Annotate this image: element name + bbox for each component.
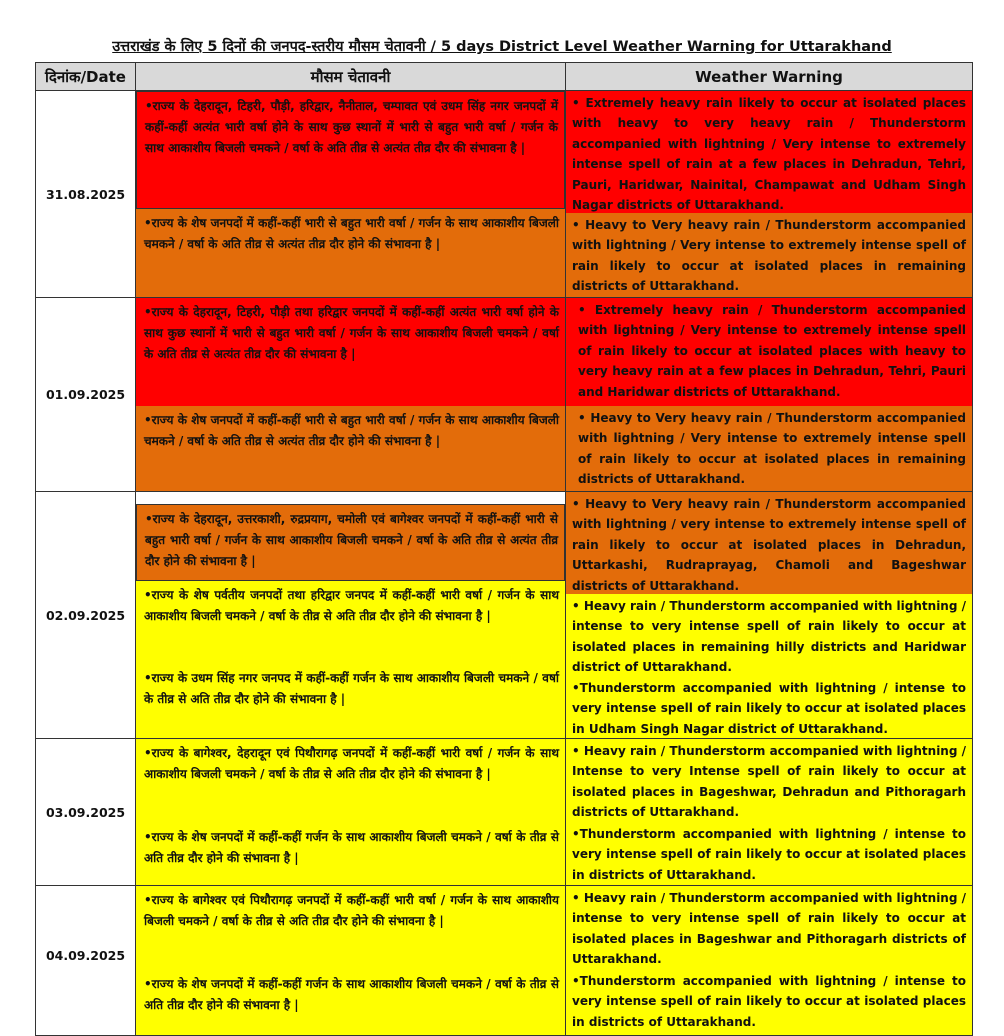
warning-block-red: •राज्य के देहरादून, टिहरी, पौड़ी तथा हरिद्वार जनपदों में कहीं-कहीं अत्यंत भारी वर्षा होने के साथ कुछ स्थानों में भारी से बहुत भारी वर्षा / गर्जन के साथ आकाशीय बिजली चमकने / वर्षा के अति तीव्र से अत्यंत तीव्र दौर की संभावना है | [136,298,565,406]
warning-block-yellow: • Heavy rain / Thunderstorm accompanied with lightning / intense to very intense spell of rain likely to occur at isolated places in Bageshwar and Pithoragarh districts of Uttarakhand. [566,886,972,969]
date-cell: 01.09.2025 [36,298,136,492]
english-warning-cell [566,739,973,886]
table-row [36,91,973,298]
warning-block-red: •राज्य के देहरादून, टिहरी, पौड़ी, हरिद्वार, नैनीताल, चम्पावत एवं उधम सिंह नगर जनपदों में कहीं-कहीं अत्यंत भारी वर्षा होने के साथ कुछ स्थानों में भारी से बहुत भारी वर्षा / गर्जन के साथ आकाशीय बिजली चमकने / वर्षा के अति तीव्र से अत्यंत तीव्र दौर की संभावना है | [136,91,565,209]
page-title: उत्तराखंड के लिए 5 दिनों की जनपद-स्तरीय मौसम चेतावनी / 5 days District Level Weather Warning for Uttarakhand [112,39,892,55]
warning-block-orange: • Heavy to Very heavy rain / Thunderstorm accompanied with lightning / Very intense to extremely intense spell of rain likely to occur at isolated places in remaining districts of Uttarakhand. [566,213,972,297]
warning-block-yellow: •राज्य के उधम सिंह नगर जनपद में कहीं-कहीं गर्जन के साथ आकाशीय बिजली चमकने / वर्षा के तीव्र से अति तीव्र दौर होने की संभावना है | [136,664,565,738]
warning-block-yellow: •राज्य के बागेश्वर, देहरादून एवं पिथौरागढ़ जनपदों में कहीं-कहीं भारी वर्षा / गर्जन के साथ आकाशीय बिजली चमकने / वर्षा के तीव्र से अति तीव्र दौर होने की संभावना है | [136,739,565,823]
table-row [36,886,973,1036]
hindi-warning-cell [136,91,566,298]
hindi-warning-cell [136,298,566,492]
header-english-warning: Weather Warning [566,63,973,91]
table-row [36,298,973,492]
warning-block-yellow: •Thunderstorm accompanied with lightning / intense to very intense spell of rain likely to occur at isolated places in districts of Uttarakhand. [566,969,972,1032]
date-cell: 31.08.2025 [36,91,136,298]
date-cell: 04.09.2025 [36,886,136,1036]
header-hindi-warning: मौसम चेतावनी [136,63,566,91]
table-row [36,492,973,739]
english-warning-cell [566,492,973,739]
date-cell: 02.09.2025 [36,492,136,739]
table-row [36,739,973,886]
warning-block-red: • Extremely heavy rain / Thunderstorm accompanied with lightning / Very intense to extremely intense spell of rain likely to occur at isolated places with heavy to very heavy rain at a few places in Dehradun, Tehri, Pauri and Haridwar districts of Uttarakhand. [566,298,972,406]
warning-block-yellow: •राज्य के शेष जनपदों में कहीं-कहीं गर्जन के साथ आकाशीय बिजली चमकने / वर्षा के तीव्र से अति तीव्र दौर होने की संभावना है | [136,823,565,885]
warning-block-yellow: •राज्य के शेष जनपदों में कहीं-कहीं गर्जन के साथ आकाशीय बिजली चमकने / वर्षा के तीव्र से अति तीव्र दौर होने की संभावना है | [136,970,565,1032]
header-date: दिनांक/Date [36,63,136,91]
warning-table [35,62,973,1036]
warning-block-orange: • Heavy to Very heavy rain / Thunderstorm accompanied with lightning / Very intense to extremely intense spell of rain likely to occur at isolated places in remaining districts of Uttarakhand. [566,406,972,491]
warning-block-orange: •राज्य के शेष जनपदों में कहीं-कहीं भारी से बहुत भारी वर्षा / गर्जन के साथ आकाशीय बिजली चमकने / वर्षा के अति तीव्र से अत्यंत तीव्र दौर होने की संभावना है | [136,406,565,491]
warning-block-yellow: •राज्य के शेष पर्वतीय जनपदों तथा हरिद्वार जनपद में कहीं-कहीं भारी वर्षा / गर्जन के साथ आकाशीय बिजली चमकने / वर्षा के तीव्र से अति तीव्र दौर होने की संभावना है | [136,581,565,664]
warning-block-yellow: •राज्य के बागेश्वर एवं पिथौरागढ़ जनपदों में कहीं-कहीं भारी वर्षा / गर्जन के साथ आकाशीय बिजली चमकने / वर्षा के तीव्र से अति तीव्र दौर होने की संभावना है | [136,886,565,970]
warning-block-red: • Extremely heavy rain likely to occur at isolated places with heavy to very heavy rain / Thunderstorm accompanied with lightning / Very intense to extremely intense spell of rain at a few places in Dehradun, Tehri, Pauri, Haridwar, Nainital, Champawat and Udham Singh Nagar districts of Uttarakhand. [566,91,972,213]
english-warning-cell [566,91,973,298]
hindi-warning-cell [136,886,566,1036]
warning-block-yellow: •Thunderstorm accompanied with lightning / intense to very intense spell of rain likely to occur at isolated places in Udham Singh Nagar district of Uttarakhand. [566,676,972,738]
spacer [136,492,565,504]
table-header-row [36,63,973,91]
english-warning-cell [566,886,973,1036]
warning-block-yellow: • Heavy rain / Thunderstorm accompanied with lightning / Intense to very Intense spell of rain likely to occur at isolated places in Bageshwar, Dehradun and Pithoragarh districts of Uttarakhand. [566,739,972,822]
warning-block-yellow: •Thunderstorm accompanied with lightning / intense to very intense spell of rain likely to occur at isolated places in districts of Uttarakhand. [566,822,972,885]
date-cell: 03.09.2025 [36,739,136,886]
warning-block-orange: •राज्य के देहरादून, उत्तरकाशी, रुद्रप्रयाग, चमोली एवं बागेश्वर जनपदों में कहीं-कहीं भारी से बहुत भारी वर्षा / गर्जन के साथ आकाशीय बिजली चमकने / वर्षा के अति तीव्र से अत्यंत तीव्र दौर होने की संभावना है | [136,504,565,581]
hindi-warning-cell [136,492,566,739]
warning-block-yellow: • Heavy rain / Thunderstorm accompanied with lightning / intense to very intense spell of rain likely to occur at isolated places in remaining hilly districts and Haridwar district of Uttarakhand. [566,594,972,676]
warning-block-orange: • Heavy to Very heavy rain / Thunderstorm accompanied with lightning / very intense to extremely intense spell of rain likely to occur at isolated places in Dehradun, Uttarkashi, Rudraprayag, Chamoli and Bageshwar districts of Uttarakhand. [566,492,972,594]
warning-block-orange: •राज्य के शेष जनपदों में कहीं-कहीं भारी से बहुत भारी वर्षा / गर्जन के साथ आकाशीय बिजली चमकने / वर्षा के अति तीव्र से अत्यंत तीव्र दौर होने की संभावना है | [136,209,565,297]
english-warning-cell [566,298,973,492]
hindi-warning-cell [136,739,566,886]
